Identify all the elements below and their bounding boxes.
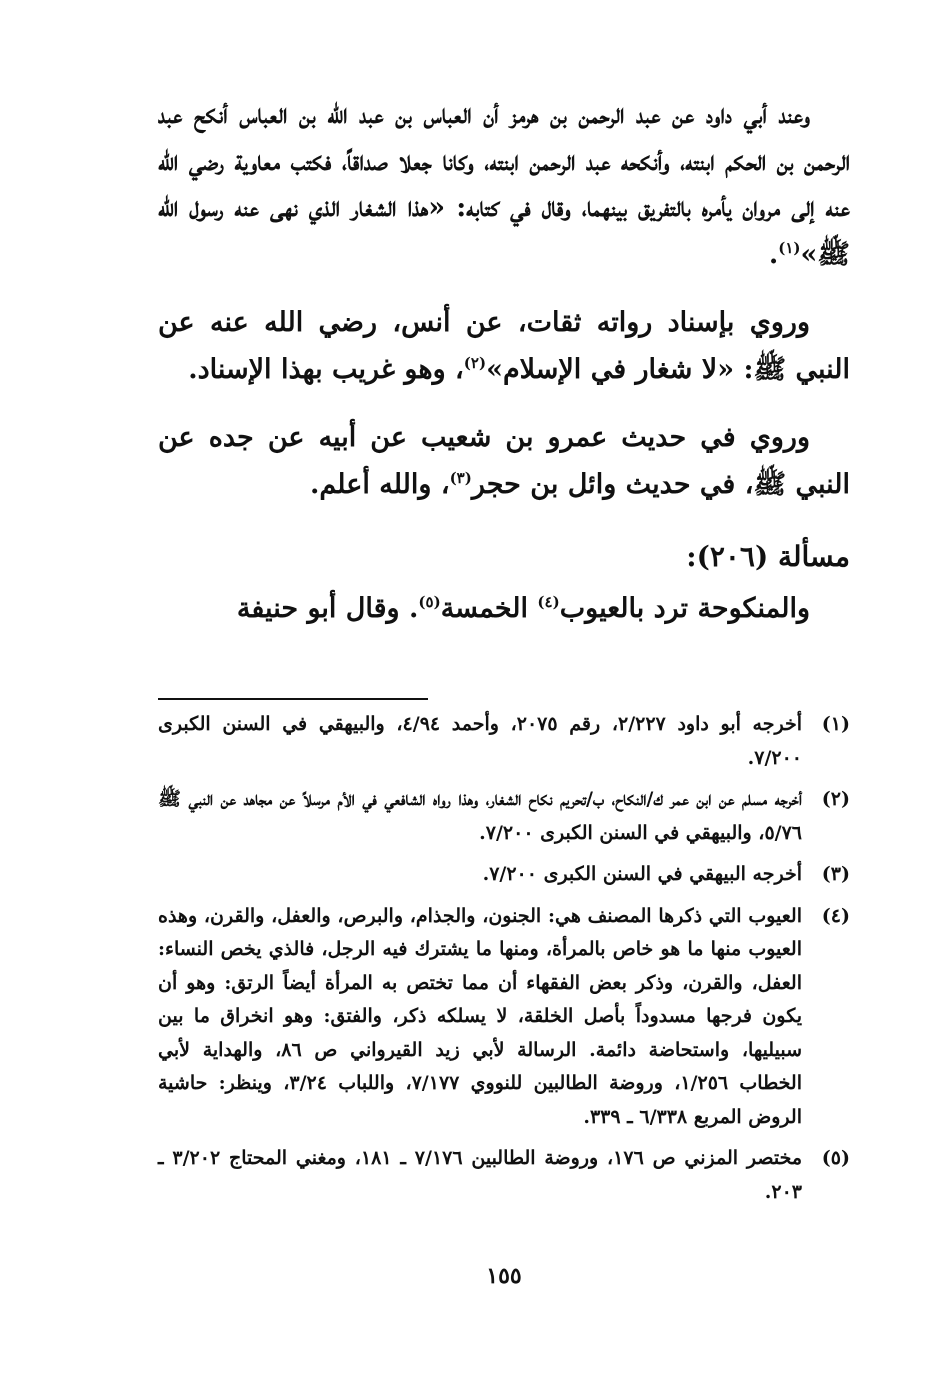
footnote-ref-4[interactable]: (٤) bbox=[537, 593, 560, 611]
section-heading bbox=[158, 534, 850, 580]
footnote-4 bbox=[158, 900, 850, 1135]
paragraph-1-text: وعند أبي داود عن عبد الرحمن بن هرمز أن العباس بن عبد الله بن العباس أنكح عبد الرحمن بن الحكم ابنته، وأنكحه عبد الرحمن ابنته، وكانا جعلا صداقاً، فكتب معاوية رضي الله عنه إلى مروان يأمره بالتفريق بينهما، وقال في كتابه: «هذا الشغار الذي نهى عنه رسول الله ﷺ» bbox=[158, 99, 850, 270]
paragraph-2-text: وروي بإسناد رواته ثقات، عن أنس، رضي الله عنه عن النبي ﷺ: «لا شغار في الإسلام» bbox=[158, 307, 850, 385]
footnote-ref-5[interactable]: (٥) bbox=[418, 593, 441, 611]
section-heading-text: مسألة (٢٠٦): bbox=[686, 540, 850, 573]
page-number: ١٥٥ bbox=[486, 1263, 522, 1289]
paragraph-1-tail: . bbox=[768, 238, 779, 270]
footnote-ref-3[interactable]: (٣) bbox=[449, 468, 472, 487]
footnote-number: (١) bbox=[821, 713, 850, 735]
paragraph-4-text-3: . وقال أبو حنيفة bbox=[236, 593, 419, 624]
footnote-ref-2[interactable]: (٢) bbox=[463, 353, 487, 372]
footnotes bbox=[158, 708, 850, 1217]
footnote-divider bbox=[158, 698, 428, 700]
footnote-ref-1[interactable]: (١) bbox=[778, 238, 801, 257]
paragraph-4-text-2: الخمسة bbox=[440, 593, 538, 624]
paragraph-3-text: وروي في حديث عمرو بن شعيب عن أبيه عن جده عن النبي ﷺ، في حديث وائل بن حجر bbox=[158, 422, 850, 500]
paragraph-4-text-1: والمنكوحة ترد بالعيوب bbox=[559, 593, 810, 624]
footnote-3 bbox=[158, 858, 850, 892]
footnote-number: (٢) bbox=[821, 788, 850, 810]
paragraph-3-tail: ، والله أعلم. bbox=[309, 468, 450, 500]
footnote-number: (٤) bbox=[821, 904, 850, 927]
footnote-2 bbox=[158, 783, 850, 850]
footnote-text: العيوب التي ذكرها المصنف هي: الجنون، والجذام، والبرص، والعفل، والقرن، وهذه العيوب منها ما هو خاص بالمرأة، ومنها ما يشترك فيه الرجل، فالذي يخص النساء: العفل، والقرن، وذكر بعض الفقهاء أن مما تختص به المرأة أيضاً الرتق: وهو أن يكون فرجها مسدوداً بأصل الخلقة، لا يسلكه ذكر، والفتق: وهو انخراق ما بين سبيليها، واستحاضة دائمة. الرسالة لأبي زيد القيرواني ص ٨٦، والهداية لأبي الخطاب ١/٢٥٦، وروضة الطالبين للنووي ٧/١٧٧، واللباب ٣/٢٤، وينظر: حاشية الروض المربع ٦/٣٣٨ ـ ٣٣٩. bbox=[158, 904, 802, 1128]
footnote-text: أخرجه البيهقي في السنن الكبرى ٧/٢٠٠. bbox=[482, 863, 802, 885]
footnote-1 bbox=[158, 708, 850, 775]
footnote-5 bbox=[158, 1142, 850, 1209]
paragraph-1 bbox=[158, 92, 850, 278]
footnote-text: مختصر المزني ص ١٧٦، وروضة الطالبين ٧/١٧٦ ـ ١٨١، ومغني المحتاج ٣/٢٠٢ ـ ٢٠٣. bbox=[158, 1147, 803, 1203]
paragraph-2 bbox=[158, 300, 850, 393]
paragraph-3 bbox=[158, 415, 850, 508]
footnote-text: أخرجه مسلم عن ابن عمر ك/النكاح، ب/تحريم نكاح الشغار، وهذا رواه الشافعي في الأم مرسلاً عن مجاهد عن النبي ﷺ ٥/٧٦، والبيهقي في السنن الكبرى ٧/٢٠٠. bbox=[158, 788, 802, 844]
footnote-number: (٥) bbox=[821, 1147, 850, 1169]
book-page bbox=[158, 92, 850, 1352]
footnote-number: (٣) bbox=[821, 863, 850, 885]
footnote-text: أخرجه أبو داود ٢/٢٢٧، رقم ٢٠٧٥، وأحمد ٤/٩٤، والبيهقي في السنن الكبرى ٧/٢٠٠. bbox=[158, 713, 802, 769]
paragraph-2-tail: ، وهو غريب بهذا الإسناد. bbox=[188, 353, 464, 385]
paragraph-4 bbox=[158, 586, 850, 633]
